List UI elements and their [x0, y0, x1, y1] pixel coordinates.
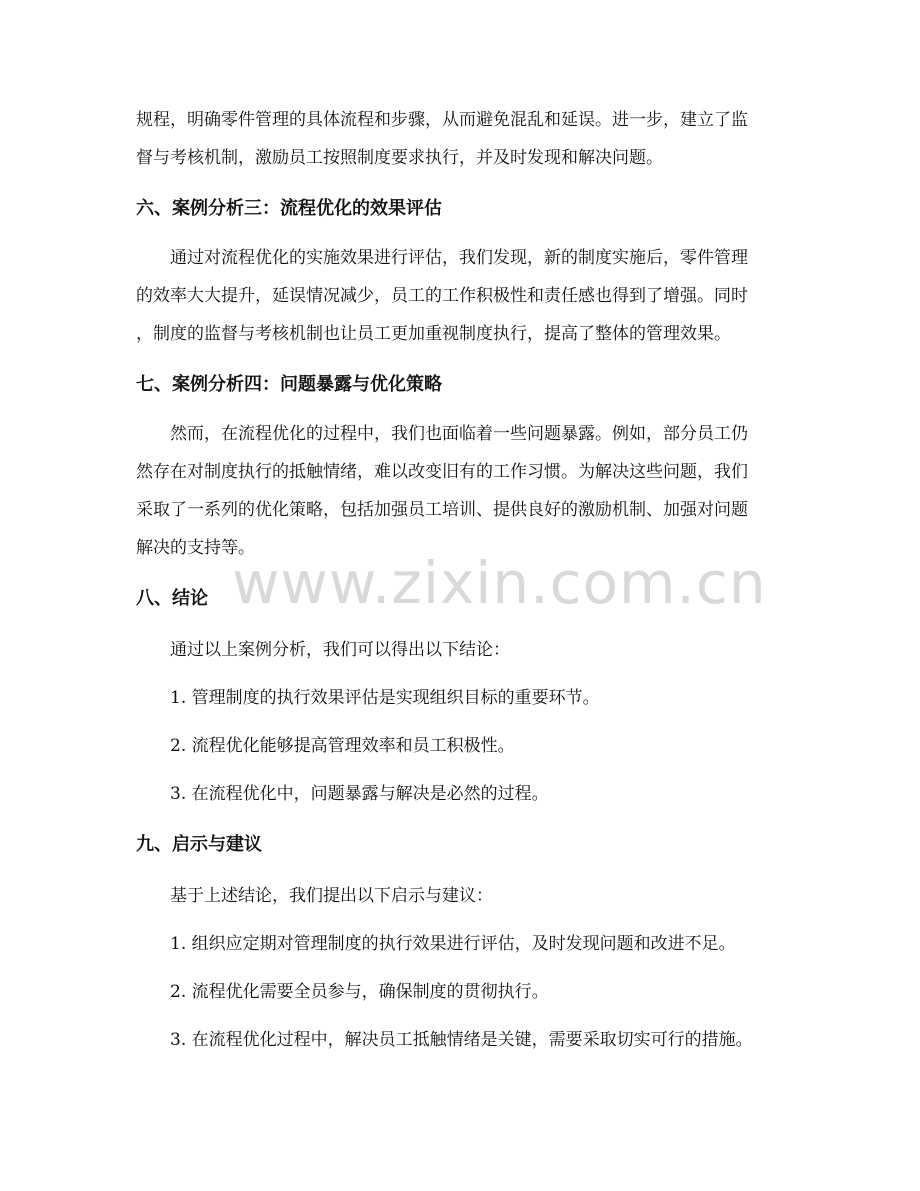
- section-heading: 六、案例分析三：流程优化的效果评估: [136, 198, 442, 219]
- list-item: 2. 流程优化需要全员参与，确保制度的贯彻执行。: [170, 982, 549, 1002]
- paragraph-line: 规程，明确零件管理的具体流程和步骤，从而避免混乱和延误。进一步，建立了监: [136, 110, 748, 130]
- list-item: 1. 组织应定期对管理制度的执行效果进行评估，及时发现问题和改进不足。: [170, 934, 736, 954]
- list-item: 3. 在流程优化中，问题暴露与解决是必然的过程。: [170, 784, 549, 804]
- paragraph-line: 通过以上案例分析，我们可以得出以下结论：: [170, 640, 510, 660]
- paragraph-line: 基于上述结论，我们提出以下启示与建议：: [170, 886, 493, 906]
- paragraph-line: ，制度的监督与考核机制也让员工更加重视制度执行，提高了整体的管理效果。: [136, 324, 731, 344]
- list-item: 2. 流程优化能够提高管理效率和员工积极性。: [170, 736, 515, 756]
- list-item: 1. 管理制度的执行效果评估是实现组织目标的重要环节。: [170, 688, 600, 708]
- section-heading: 七、案例分析四：问题暴露与优化策略: [136, 374, 442, 395]
- paragraph-line: 然存在对制度执行的抵触情绪，难以改变旧有的工作习惯。为解决这些问题，我们: [136, 462, 748, 482]
- paragraph-line: 然而，在流程优化的过程中，我们也面临着一些问题暴露。例如，部分员工仍: [170, 424, 748, 444]
- paragraph-line: 督与考核机制，激励员工按照制度要求执行，并及时发现和解决问题。: [136, 148, 663, 168]
- paragraph-line: 解决的支持等。: [136, 538, 255, 558]
- paragraph-line: 采取了一系列的优化策略，包括加强员工培训、提供良好的激励机制、加强对问题: [136, 500, 748, 520]
- section-heading: 八、结论: [136, 588, 208, 609]
- watermark: www.zixin.com.cn: [232, 549, 767, 617]
- list-item: 3. 在流程优化过程中，解决员工抵触情绪是关键，需要采取切实可行的措施。: [170, 1030, 753, 1050]
- paragraph-line: 的效率大大提升，延误情况减少，员工的工作积极性和责任感也得到了增强。同时: [136, 286, 748, 306]
- paragraph-line: 通过对流程优化的实施效果进行评估，我们发现，新的制度实施后，零件管理: [170, 248, 748, 268]
- section-heading: 九、启示与建议: [136, 834, 262, 855]
